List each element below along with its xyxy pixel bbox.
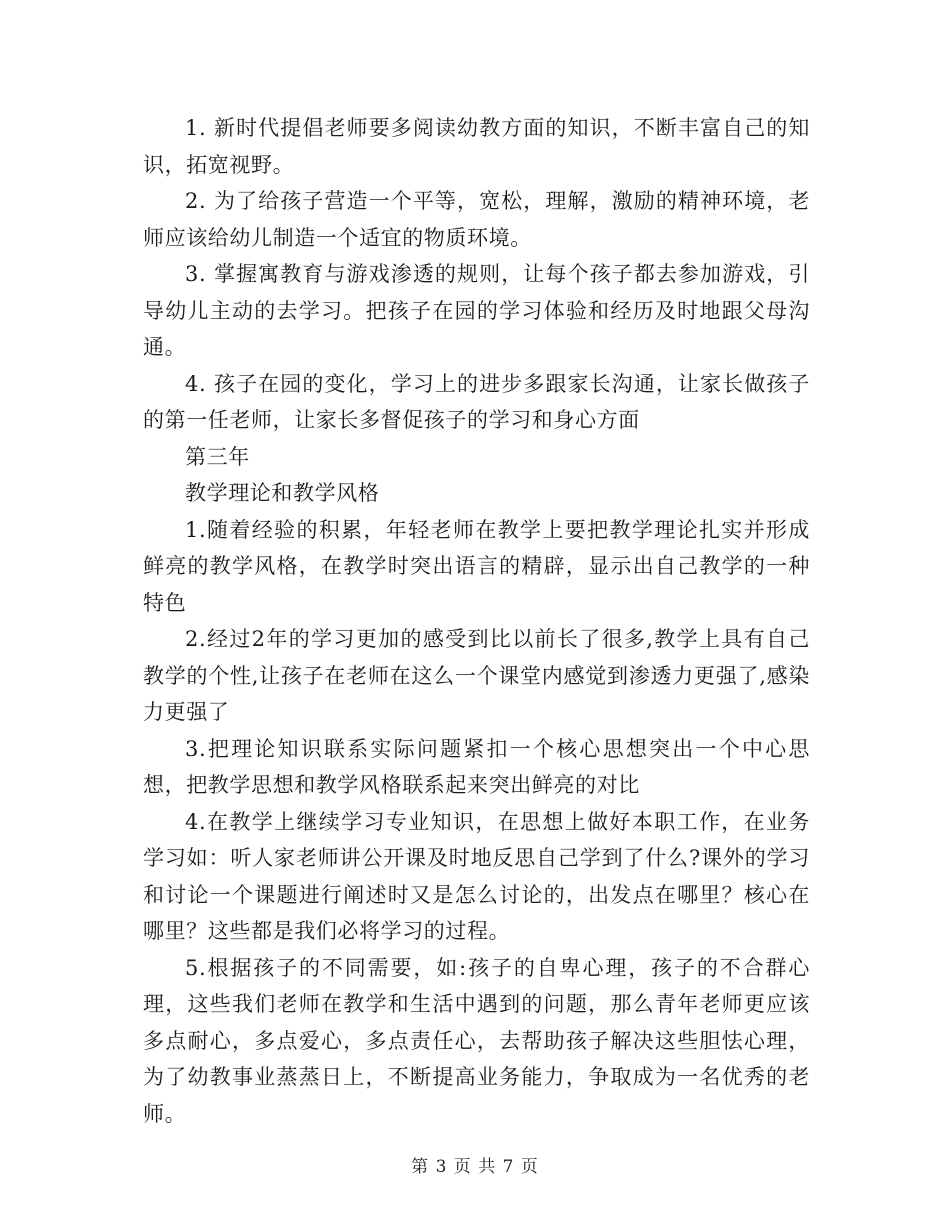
paragraph-4: 4. 孩子在园的变化，学习上的进步多跟家长沟通，让家长做孩子的第一任老师，让家长多督促孩子的学习和身心方面 xyxy=(143,371,810,432)
section-year-heading: 第三年 xyxy=(185,444,250,469)
page-number-footer: 第 3 页 共 7 页 xyxy=(411,1157,539,1177)
section-title-heading: 教学理论和教学风格 xyxy=(185,481,380,505)
section-paragraph-1: 1.随着经验的积累，年轻老师在教学上要把教学理论扎实并形成鲜亮的教学风格，在教学时突出语言的精辟，显示出自己教学的一种特色 xyxy=(143,517,810,615)
section-paragraph-4: 4.在教学上继续学习专业知识，在思想上做好本职工作，在业务学习如：听人家老师讲公开课及时地反思自己学到了什么?课外的学习和讨论一个课题进行阐述时又是怎么讨论的，出发点在哪里？核心在哪里？这些都是我们必将学习的过程。 xyxy=(143,809,810,943)
paragraph-2: 2. 为了给孩子营造一个平等，宽松，理解，激励的精神环境，老师应该给幼儿制造一个适宜的物质环境。 xyxy=(143,189,810,250)
paragraph-1: 1. 新时代提倡老师要多阅读幼教方面的知识，不断丰富自己的知识，拓宽视野。 xyxy=(143,116,810,177)
section-paragraph-5: 5.根据孩子的不同需要，如:孩子的自卑心理，孩子的不合群心理，这些我们老师在教学和生活中遇到的问题，那么青年老师更应该多点耐心，多点爱心，多点责任心，去帮助孩子解决这些胆怯心理，为了幼教事业蒸蒸日上，不断提高业务能力，争取成为一名优秀的老师。 xyxy=(143,955,810,1126)
section-paragraph-2: 2.经过2年的学习更加的感受到比以前长了很多,教学上具有自己教学的个性,让孩子在老师在这么一个课堂内感觉到渗透力更强了,感染力更强了 xyxy=(143,627,810,724)
section-paragraph-3: 3.把理论知识联系实际问题紧扣一个核心思想突出一个中心思想，把教学思想和教学风格联系起来突出鲜亮的对比 xyxy=(143,736,810,797)
document-body xyxy=(143,110,810,1132)
paragraph-3: 3. 掌握寓教育与游戏渗透的规则，让每个孩子都去参加游戏，引导幼儿主动的去学习。把孩子在园的学习体验和经历及时地跟父母沟通。 xyxy=(143,262,810,359)
